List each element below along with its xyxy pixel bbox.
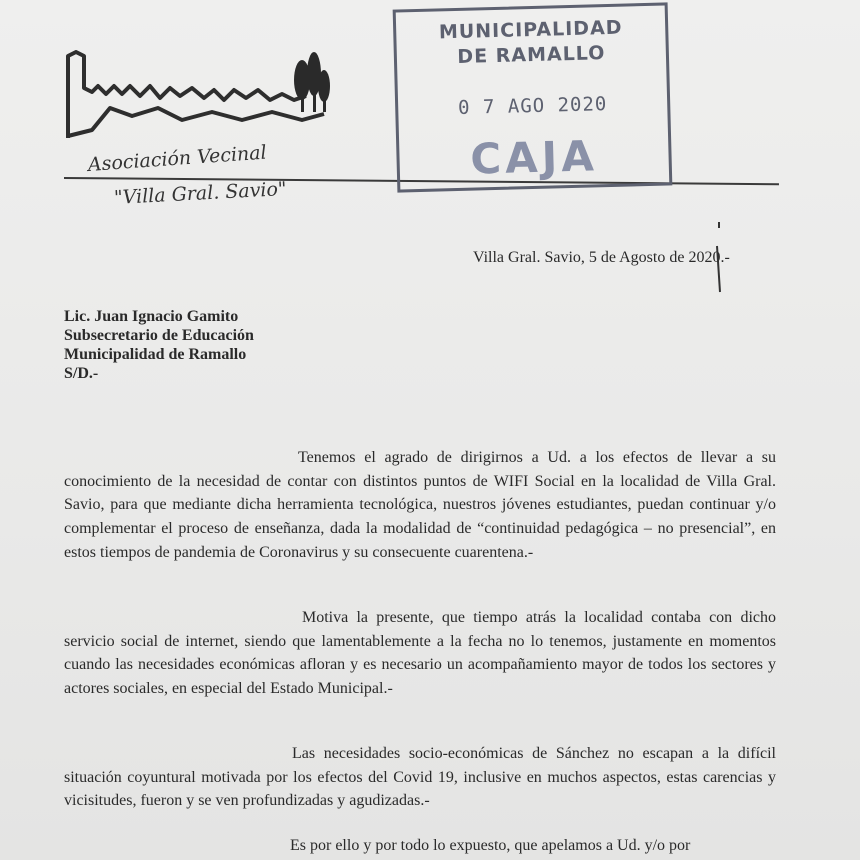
logo-org-line1: Asociación Vecinal (87, 141, 268, 176)
place-and-date: Villa Gral. Savio, 5 de Agosto de 2020.- (473, 249, 730, 266)
body-paragraph-2: Motiva la presente, que tiempo atrás la localidad contaba con dicho servicio social de internet, siendo que lamentablemente a la fecha no lo tenemos, justamente en momentos cuando las necesidades económicas afloran y es necesario un acompañamiento mayor de todos los sectores y actores sociales, en especial del Estado Municipal.- (64, 609, 776, 698)
stamp-line2: DE RAMALLO (457, 42, 606, 68)
recipient-name: Lic. Juan Ignacio Gamito (64, 308, 239, 325)
stamp-line1: MUNICIPALIDAD (438, 16, 623, 44)
village-skyline-icon (62, 50, 342, 160)
stamp-caja-label: CAJA (469, 131, 599, 184)
body-paragraph-3: Las necesidades socio-económicas de Sánchez no escapan a la difícil situación coyuntural motivada por los efectos del Covid 19, inclusive en muchos aspectos, estas carencias y vicisitudes, fueron y se ven profundizadas y agudizadas.- (64, 745, 776, 810)
recipient-block (64, 307, 254, 383)
pen-mark-icon (712, 222, 726, 294)
stamp-date: 0 7 AGO 2020 (457, 93, 608, 119)
logo-org-line2: "Villa Gral. Savio" (113, 177, 288, 209)
association-logo (62, 50, 342, 209)
municipal-stamp (393, 2, 673, 192)
recipient-institution: Municipalidad de Ramallo (64, 346, 247, 363)
body-paragraph-1: Tenemos el agrado de dirigirnos a Ud. a los efectos de llevar a su conocimiento de la necesidad de contar con distintos puntos de WIFI Social en la localidad de Villa Gral. Savio, para que mediante dicha herramienta tecnológica, nuestros jóvenes estudiantes, puedan continuar y/o complementar el proceso de enseñanza, dada la modalidad de “continuidad pedagógica – no presencial”, en estos tiempos de pandemia de Coronavirus y su consecuente cuarentena.- (64, 449, 776, 561)
recipient-closing: S/D.- (64, 365, 99, 382)
body-paragraph-4: Es por ello y por todo lo expuesto, que apelamos a Ud. y/o por (290, 837, 691, 854)
recipient-title: Subsecretario de Educación (64, 327, 254, 344)
